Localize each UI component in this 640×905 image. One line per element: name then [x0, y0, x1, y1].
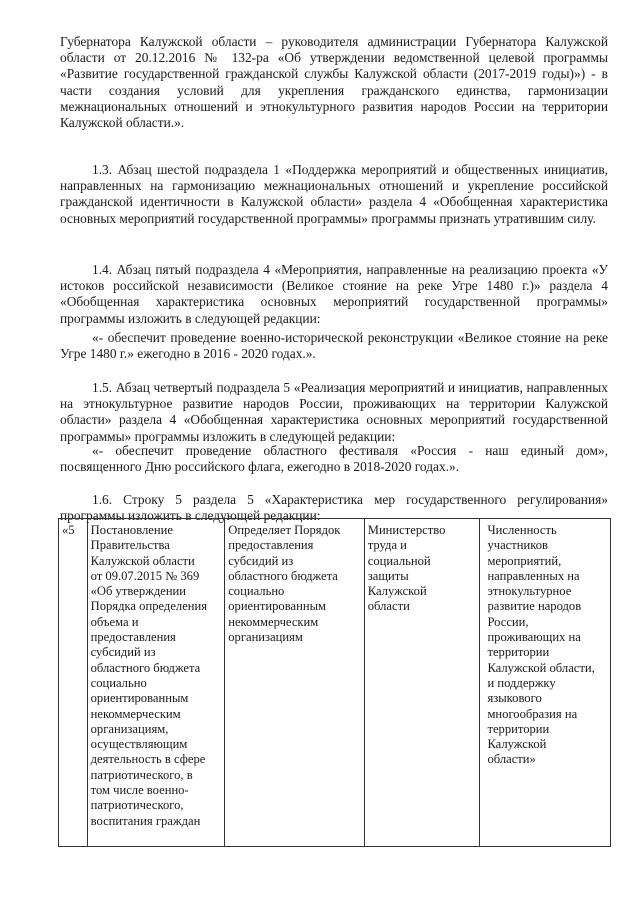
legal-act-cell [87, 519, 225, 847]
cell-line: Постановление [90, 523, 173, 537]
cell-line: некоммерческим [228, 614, 319, 629]
responsible-cell [364, 519, 480, 847]
cell-line: том числе военно- [90, 783, 189, 798]
cell-line: социально [90, 675, 147, 690]
cell-line: патриотического, [90, 798, 184, 813]
cell-line: языкового [487, 691, 542, 706]
cell-line: Калужской [487, 737, 547, 752]
paragraph-intro: Губернатора Калужской области – руководителя администрации Губернатора Калужской области от 20.12.2016 № 132-ра «Об утверждении ведомственной целевой программы «Развитие государственной гражданской службы Калужской области (2017-2019 годы)») - в части создания условий для укрепления гражданского единства, гармонизации межнациональных отношений и этнокультурного развития народов России на территории Калужской области.». [60, 34, 608, 131]
cell-line: организациям, [90, 721, 169, 736]
cell-line: ориентированным [228, 599, 326, 614]
cell-line: территории [487, 645, 550, 660]
table-row [59, 519, 611, 847]
description-cell [225, 519, 365, 847]
cell-line: труда и [367, 538, 407, 553]
cell-line: Калужской [367, 584, 427, 599]
cell-line: этнокультурное [487, 584, 572, 599]
cell-line: деятельность в сфере [90, 752, 206, 767]
row-number: «5 [62, 523, 75, 537]
row-number-cell [59, 519, 88, 847]
cell-line: многообразия на [487, 706, 578, 721]
cell-line: субсидий из [228, 553, 294, 568]
cell-line: организациям [228, 630, 303, 645]
cell-line: области [367, 599, 410, 614]
paragraph-1-3: 1.3. Абзац шестой подраздела 1 «Поддержка мероприятий и общественных инициатив, направленных на гармонизацию межнациональных отношений и укрепление российской гражданской идентичности в Калужской области» раздела 4 «Обобщенная характеристика основных мероприятий государственной программы» программы признать утратившим силу. [60, 162, 608, 226]
paragraph-1-6: 1.6. Строку 5 раздела 5 «Характеристика мер государственного регулирования» программы изложить в следующей редакции: [60, 492, 608, 524]
cell-line: от 09.07.2015 № 369 [90, 568, 200, 583]
paragraph-1-5: 1.5. Абзац четвертый подраздела 5 «Реализация мероприятий и инициатив, направленных на этнокультурное развитие народов России, проживающих на территории Калужской области» раздела 4 «Обобщенная характеристика основных мероприятий государственной программы» программы изложить в следующей редакции: [60, 380, 608, 444]
cell-line: воспитания граждан [90, 813, 201, 828]
cell-line: областного бюджета [228, 568, 338, 583]
paragraph-1-4: 1.4. Абзац пятый подраздела 4 «Мероприятия, направленные на реализацию проекта «У истоков российской независимости (Великое стояние на реке Угре 1480 г.)» раздела 4 «Обобщенная характеристика основных мероприятий государственной программы» программы изложить в следующей редакции: [60, 262, 608, 326]
cell-line: направленных на [487, 568, 580, 583]
cell-line: Калужской области [90, 553, 195, 568]
cell-line: Численность [487, 523, 557, 537]
cell-line: Порядка определения [90, 599, 208, 614]
paragraph-1-4-quote: «- обеспечит проведение военно-исторической реконструкции «Великое стояние на реке Угре 1480 г.» ежегодно в 2016 - 2020 годах.». [60, 330, 608, 362]
cell-line: Определяет Порядок [228, 523, 341, 537]
cell-line: осуществляющим [90, 737, 188, 752]
paragraph-1-5-quote: «- обеспечит проведение областного фестиваля «Россия - наш единый дом», посвященного Дню российского флага, ежегодно в 2018-2020 годах.». [60, 443, 608, 475]
cell-line: объема и [90, 614, 139, 629]
cell-line: ориентированным [90, 691, 189, 706]
cell-line: проживающих на [487, 630, 581, 645]
indicator-cell [480, 519, 611, 847]
cell-line: территории [487, 721, 550, 736]
cell-line: областного бюджета [90, 660, 201, 675]
cell-line: патриотического, в [90, 767, 193, 782]
cell-line: субсидий из [90, 645, 156, 660]
cell-line: «Об утверждении [90, 584, 187, 599]
regulation-table [58, 518, 611, 847]
cell-line: Министерство [367, 523, 446, 537]
cell-line: и поддержку [487, 675, 556, 690]
cell-line: мероприятий, [487, 553, 562, 568]
cell-line: социально [228, 584, 285, 599]
cell-line: развитие народов [487, 599, 582, 614]
cell-line: области» [487, 752, 536, 767]
cell-line: социальной [367, 553, 431, 568]
cell-line: некоммерческим [90, 706, 181, 721]
cell-line: участников [487, 538, 548, 553]
cell-line: защиты [367, 568, 409, 583]
cell-line: предоставления [228, 538, 314, 553]
cell-line: предоставления [90, 630, 176, 645]
cell-line: Калужской области, [487, 660, 595, 675]
cell-line: России, [487, 614, 529, 629]
cell-line: Правительства [90, 538, 170, 553]
